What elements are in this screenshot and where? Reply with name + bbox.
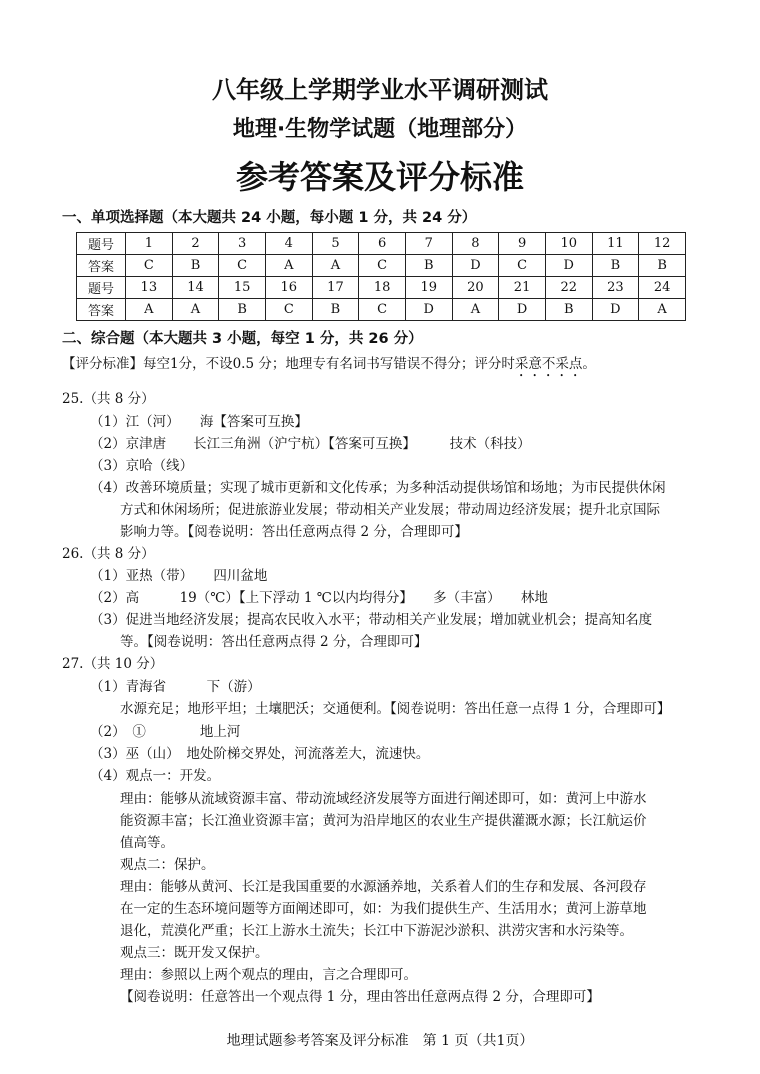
question-number: 6: [359, 233, 406, 255]
answer-cell: C: [126, 255, 173, 277]
answer-cell: A: [639, 299, 686, 321]
answer-cell: C: [219, 255, 266, 277]
q27-answer-4-viewpoint3: 观点三：既开发又保护。: [120, 945, 269, 961]
q27-answer-4-reason2-line2: 在一定的生态环境问题等方面阐述即可，如：为我们提供生产、生活用水；黄河上游草地: [120, 901, 647, 917]
q25-answer-2: （2）京津唐 长江三角洲（沪宁杭）【答案可互换】 技术（科技）: [90, 436, 531, 452]
question-number: 11: [592, 233, 639, 255]
q25-answer-4-line3: 影响力等。【阅卷说明：答出任意两点得 2 分，合理即可】: [120, 524, 468, 540]
q26-answer-3-line1: （3）促进当地经济发展；提高农民收入水平；带动相关产业发展；增加就业机会；提高知名度: [90, 612, 653, 628]
question-number: 13: [126, 277, 173, 299]
question-number: 20: [452, 277, 499, 299]
answer-cell: D: [499, 299, 546, 321]
answer-table: [76, 232, 686, 321]
answer-cell: C: [499, 255, 546, 277]
q25-answer-1: （1）江（河） 海【答案可互换】: [90, 414, 308, 430]
table-row-numbers-1: [77, 233, 686, 255]
q25-answer-4-line2: 方式和休闲场所；促进旅游业发展；带动相关产业发展；带动周边经济发展；提升北京国际: [120, 502, 660, 518]
answer-cell: A: [312, 255, 359, 277]
question-number: 2: [172, 233, 219, 255]
page-subtitle: 地理·生物学试题（地理部分）: [232, 117, 528, 142]
q27-answer-4-reason1-line2: 能资源丰富；长江渔业资源丰富；黄河为沿岸地区的农业生产提供灌溉水源；长江航运价: [120, 813, 647, 829]
question-number: 12: [639, 233, 686, 255]
q26-title: 26.（共 8 分）: [62, 546, 155, 562]
answer-cell: B: [405, 255, 452, 277]
question-number: 21: [499, 277, 546, 299]
question-number: 9: [499, 233, 546, 255]
answer-cell: A: [126, 299, 173, 321]
question-number: 5: [312, 233, 359, 255]
scoring-rule: [62, 352, 596, 380]
q27-answer-4-viewpoint1: （4）观点一：开发。: [90, 768, 221, 784]
row-label: 题号: [77, 277, 126, 299]
answer-cell: B: [172, 255, 219, 277]
question-number: 4: [265, 233, 312, 255]
q25-title: 25.（共 8 分）: [62, 391, 155, 407]
question-number: 8: [452, 233, 499, 255]
answer-cell: A: [265, 255, 312, 277]
page-footer: 地理试题参考答案及评分标准 第 1 页（共1页）: [226, 1033, 534, 1049]
row-label: 答案: [77, 255, 126, 277]
answer-cell: B: [545, 299, 592, 321]
q27-answer-1-reason: 水源充足；地形平坦；土壤肥沃；交通便利。【阅卷说明：答出任意一点得 1 分，合理即可】: [120, 701, 671, 717]
q25-answer-4-line1: （4）改善环境质量；实现了城市更新和文化传承；为多种活动提供场馆和场地；为市民提供休闲: [90, 480, 666, 496]
question-number: 7: [405, 233, 452, 255]
q27-title: 27.（共 10 分）: [62, 656, 164, 672]
q27-answer-4-reason1-line3: 值高等。: [120, 835, 174, 851]
answer-cell: D: [452, 255, 499, 277]
row-label: 题号: [77, 233, 126, 255]
table-row-numbers-2: [77, 277, 686, 299]
question-number: 1: [126, 233, 173, 255]
question-number: 3: [219, 233, 266, 255]
q25-answer-3: （3）京哈（线）: [90, 458, 194, 474]
scoring-rule-text: 【评分标准】每空1分，不设0.5 分；地理专有名词书写错误不得分；评分时: [62, 356, 515, 372]
q26-answer-1: （1）亚热（带） 四川盆地: [90, 568, 268, 584]
answer-cell: B: [639, 255, 686, 277]
answer-cell: D: [405, 299, 452, 321]
answer-cell: B: [312, 299, 359, 321]
question-number: 24: [639, 277, 686, 299]
q26-answer-3-line2: 等。【阅卷说明：答出任意两点得 2 分，合理即可】: [120, 634, 428, 650]
q27-answer-2: （2） ① 地上河: [90, 724, 241, 740]
question-number: 22: [545, 277, 592, 299]
question-number: 14: [172, 277, 219, 299]
section2-heading: 二、综合题（本大题共 3 小题，每空 1 分，共 26 分）: [62, 331, 423, 347]
table-row-answers-1: [77, 255, 686, 277]
scoring-rule-end: 。: [582, 356, 596, 372]
scoring-rule-emphasis: 采意不采点: [514, 356, 583, 372]
answer-cell: A: [452, 299, 499, 321]
q27-answer-4-reason2-line3: 退化，荒漠化严重；长江上游水土流失；长江中下游泥沙淤积、洪涝灾害和水污染等。: [120, 923, 633, 939]
row-label: 答案: [77, 299, 126, 321]
answer-cell: D: [545, 255, 592, 277]
question-number: 19: [405, 277, 452, 299]
table-row-answers-2: [77, 299, 686, 321]
question-number: 17: [312, 277, 359, 299]
answer-cell: D: [592, 299, 639, 321]
q26-answer-2: （2）高 19（℃）【上下浮动 1 ℃以内均得分】 多（丰富） 林地: [90, 590, 548, 606]
q27-grading-note: 【阅卷说明：任意答出一个观点得 1 分，理由答出任意两点得 2 分，合理即可】: [120, 989, 600, 1005]
answer-cell: C: [265, 299, 312, 321]
q27-answer-4-reason2-line1: 理由：能够从黄河、长江是我国重要的水源涵养地，关系着人们的生存和发展、各河段存: [120, 879, 647, 895]
answer-cell: B: [219, 299, 266, 321]
q27-answer-4-viewpoint2: 观点二：保护。: [120, 857, 215, 873]
question-number: 16: [265, 277, 312, 299]
answer-key-title: 参考答案及评分标准: [235, 158, 524, 196]
question-number: 23: [592, 277, 639, 299]
section1-heading: 一、单项选择题（本大题共 24 小题，每小题 1 分，共 24 分）: [62, 210, 477, 226]
answer-cell: B: [592, 255, 639, 277]
answer-cell: C: [359, 255, 406, 277]
q27-answer-4-reason3: 理由：参照以上两个观点的理由，言之合理即可。: [120, 967, 417, 983]
answer-cell: A: [172, 299, 219, 321]
q27-answer-1: （1）青海省 下（游）: [90, 679, 261, 695]
question-number: 15: [219, 277, 266, 299]
q27-answer-4-reason1-line1: 理由：能够从流域资源丰富、带动流域经济发展等方面进行阐述即可，如：黄河上中游水: [120, 791, 647, 807]
page-title: 八年级上学期学业水平调研测试: [212, 76, 548, 104]
question-number: 10: [545, 233, 592, 255]
q27-answer-3: （3）巫（山） 地处阶梯交界处，河流落差大，流速快。: [90, 746, 430, 762]
question-number: 18: [359, 277, 406, 299]
answer-cell: C: [359, 299, 406, 321]
